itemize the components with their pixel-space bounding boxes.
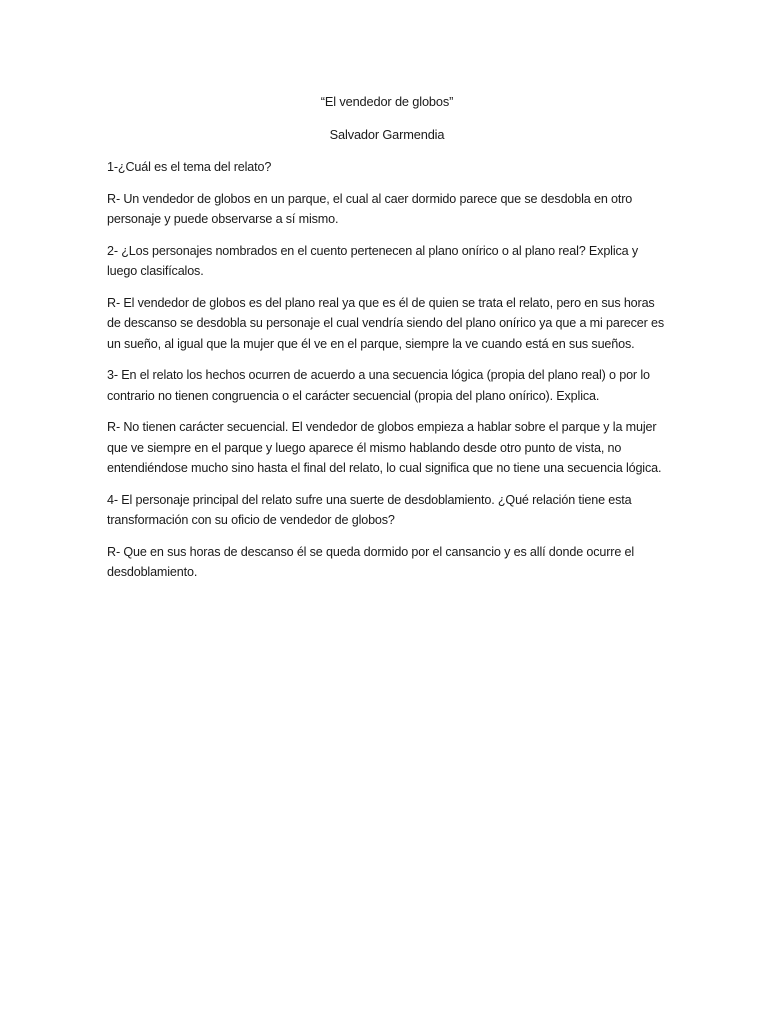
document-author: Salvador Garmendia [329,126,445,142]
answer-4: R- Que en sus horas de descanso él se queda dormido por el cansancio y es allí donde ocurre el desdoblamiento. [107,544,635,579]
document-title: “El vendedor de globos” [320,94,454,109]
document-body [107,92,667,594]
question-2: 2- ¿Los personajes nombrados en el cuento pertenecen al plano onírico o al plano real? Explica y luego clasifícalos. [107,243,638,278]
answer-2: R- El vendedor de globos es del plano real ya que es él de quien se trata el relato, pero en sus horas de descanso se desdobla su personaje el cual vendría siendo del plano onírico ya que a mi parecer es un sueño, al igual que la mujer que él ve en el parque, siempre la ve cuando está en sus sueños. [107,295,664,351]
question-3: 3- En el relato los hechos ocurren de acuerdo a una secuencia lógica (propia del plano real) o por lo contrario no tienen congruencia o el carácter secuencial (propia del plano onírico). Explica. [107,368,650,403]
question-1: 1-¿Cuál es el tema del relato? [107,160,272,174]
answer-1: R- Un vendedor de globos en un parque, el cual al caer dormido parece que se desdobla en otro personaje y puede observarse a sí mismo. [107,191,633,226]
answer-3: R- No tienen carácter secuencial. El vendedor de globos empieza a hablar sobre el parque y la mujer que ve siempre en el parque y luego aparece él mismo hablando desde otro punto de vista, no entendiéndose mucho sino hasta el final del relato, lo cual significa que no tiene una secuencia lógica. [107,420,662,475]
question-4: 4- El personaje principal del relato sufre una suerte de desdoblamiento. ¿Qué relación tiene esta transformación con su oficio de vendedor de globos? [107,492,632,527]
